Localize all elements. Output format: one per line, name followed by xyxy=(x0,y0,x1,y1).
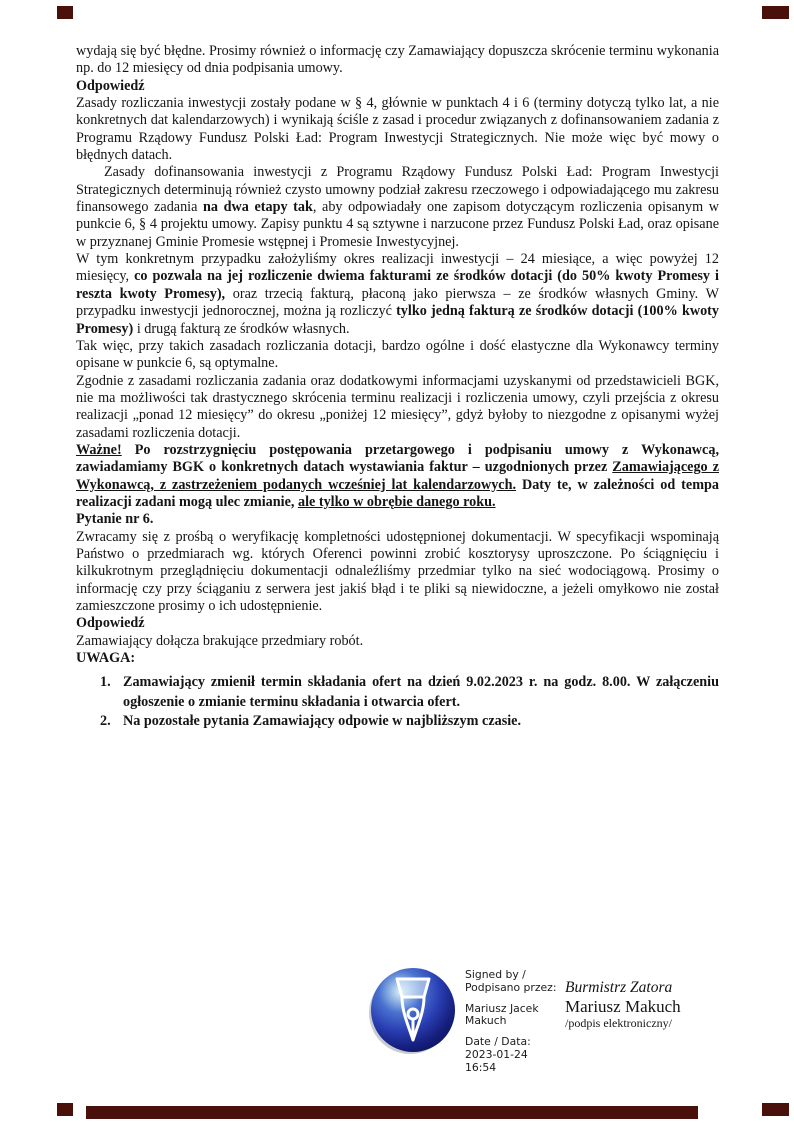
answer-paragraph-2 xyxy=(76,164,719,251)
text-run: ale tylko w obrębie danego roku. xyxy=(297,493,496,510)
list-item-text xyxy=(123,712,719,731)
scan-mark-bottom-bar xyxy=(86,1106,698,1119)
scan-mark-top-right xyxy=(762,6,789,19)
list-item-number: 1. xyxy=(100,674,111,691)
text-run: wydają się być błędne. Prosimy również o informację czy Zamawiający dopuszcza skrócenie terminu wykonania np. do 12 miesięcy od dnia podpisania umowy. xyxy=(76,43,719,77)
text-run: tylko jedną fakturą ze środków dotacji (100% kwoty Promesy) xyxy=(76,303,719,337)
pen-nib-icon xyxy=(369,966,457,1054)
signatory-name: Mariusz Makuch xyxy=(565,997,681,1016)
text-run: Odpowiedź xyxy=(76,615,145,632)
answer-paragraph-4 xyxy=(76,338,719,373)
list-item xyxy=(76,712,719,731)
text-run: W tym konkretnym przypadku założyliśmy okres realizacji inwestycji – 24 miesiące, a więc powyżej 12 miesięcy, xyxy=(76,251,719,285)
answer-label xyxy=(76,78,719,95)
question6-text xyxy=(76,529,719,616)
text-run: Zasady dofinansowania inwestycji z Programu Rządowy Fundusz Polski Ład: Program Inwestycji Strategicznych determinują również czysto umowny podział zakresu rzeczowego i odpowiadającego mu zakresu finansowego zadania xyxy=(76,164,719,216)
answer-label-2 xyxy=(76,615,719,632)
question5-continuation xyxy=(76,43,719,78)
scan-mark-top-left xyxy=(57,6,73,19)
signer-name-line2: Makuch xyxy=(465,1014,507,1028)
answer6-text xyxy=(76,633,719,650)
text-run: Pytanie nr 6. xyxy=(76,511,154,528)
text-run: UWAGA: xyxy=(76,650,136,667)
text-run: na dwa etapy tak xyxy=(203,199,313,216)
text-run: Odpowiedź xyxy=(76,77,145,94)
answer-paragraph-5 xyxy=(76,373,719,442)
scan-mark-bottom-right xyxy=(762,1103,789,1116)
text-run: i drugą fakturą ze środków własnych. xyxy=(133,320,350,337)
signed-by-label-pl: Podpisano przez: xyxy=(465,980,557,994)
signatory xyxy=(565,966,681,1030)
text-run: oraz trzecią fakturą, płaconą jako pierwsza – ze środków własnych Gminy. W przypadku inwestycji jednorocznej, można ją rozliczyć xyxy=(76,285,719,320)
text-run: Zgodnie z zasadami rozliczania zadania oraz dodatkowymi informacjami uzyskanymi od przedstawicieli BGK, nie ma możliwości tak drastycznego skrócenia terminu realizacji i rozliczenia umowy, czyli przejścia z okresu realizacji „ponad 12 miesięcy” do okresu „poniżej 12 miesięcy”, gdyż byłoby to niezgodne z opisanymi wyżej zasadami rozliczenia dotacji. xyxy=(76,372,719,441)
text-run: Po rozstrzygnięciu postępowania przetargowego i podpisaniu umowy z Wykonawcą, zawiadamiamy BGK o konkretnych datach wystawiania faktur – uzgodnionych przez xyxy=(76,441,719,476)
date-value: 2023-01-24 16:54 xyxy=(465,1047,528,1074)
text-run: , aby odpowiadały one zapisom dotyczącym rozliczenia opisanym w punkcie 6, § 4 projektu umowy. Zapisy punktu 4 są sztywne i narzucone przez Fundusz Polski Ład, oraz opisane w przyznanej Gminie Promesie wstępnej i Promesie Inwestycyjnej. xyxy=(76,199,719,250)
document-body xyxy=(76,43,719,732)
signature-metadata xyxy=(465,966,559,1083)
text-run: Tak więc, przy takich zasadach rozliczania dotacji, bardzo ogólne i dość elastyczne dla Wykonawcy terminy opisane w punkcie 6, są optymalne. xyxy=(76,337,719,372)
question6-heading xyxy=(76,511,719,528)
electronic-signature-note: /podpis elektroniczny/ xyxy=(565,1016,672,1030)
list-item xyxy=(76,673,719,712)
answer-paragraph-3 xyxy=(76,251,719,338)
signed-by-label-en: Signed by / xyxy=(465,968,526,981)
list-item-text xyxy=(123,673,719,712)
answer-paragraph-1 xyxy=(76,95,719,164)
uwaga-list xyxy=(76,673,719,731)
date-label: Date / Data: xyxy=(465,1035,531,1049)
text-run: Ważne! xyxy=(76,441,122,458)
text-run: Na pozostałe pytania Zamawiający odpowie w najbliższym czasie. xyxy=(123,713,522,730)
text-run: Zamawiający zmienił termin składania ofert na dzień 9.02.2023 r. na godz. 8.00. W załączeniu ogłoszenie o zmianie terminu składania i otwarcia ofert. xyxy=(123,674,719,710)
text-run: Zasady rozliczania inwestycji zostały podane w § 4, głównie w punktach 4 i 6 (terminy dotyczą tylko lat, a nie konkretnych dat kalendarzowych) i wynikają ściśle z zasad i procedur związanych z dofinansowaniem zadania z Programu Rządowy Fundusz Polski Ład: Program Inwestycji Strategicznych. Nie może więc być mowy o błędnych datach. xyxy=(76,95,719,164)
text-run: co pozwala na jej rozliczenie dwiema fakturami ze środków dotacji (do 50% kwoty Promesy i reszta kwoty Promesy), xyxy=(76,268,719,302)
signatory-title: Burmistrz Zatora xyxy=(565,979,673,996)
uwaga-heading xyxy=(76,650,719,667)
list-item-number: 2. xyxy=(100,713,111,730)
text-run: Zamawiającego z Wykonawcą, z zastrzeżeniem podanych wcześniej lat kalendarzowych. xyxy=(76,459,719,493)
scan-mark-bottom-left xyxy=(57,1103,73,1116)
text-run: Daty te, w zależności od tempa realizacji zadani mogą ulec zmianie, xyxy=(76,476,719,510)
text-run: Zwracamy się z prośbą o weryfikację kompletności udostępnionej dokumentacji. W specyfikacji wspominają Państwo o przedmiarach wg. których Oferenci powinni zrobić kosztorysy uproszczone. Po ściągnięciu i kilkukrotnym przeglądnięciu dokumentacji odnaleźliśmy przedmiar tylko na sieć wodociągową. Prosimy o informację czy przy ściąganiu z serwera jest jakiś błąd i te pliki są niewidoczne, a jeżeli omyłkowo nie został zamieszczone prosimy o ich udostępnienie. xyxy=(76,528,719,614)
signature-block xyxy=(369,966,681,1083)
important-notice xyxy=(76,442,719,511)
signer-name-line1: Mariusz Jacek xyxy=(465,1001,539,1015)
text-run: Zamawiający dołącza brakujące przedmiary robót. xyxy=(76,632,364,649)
